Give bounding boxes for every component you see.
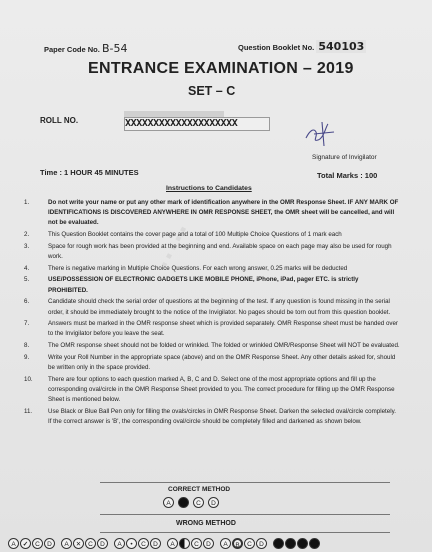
wrong-method-bubbles (8, 538, 320, 549)
bubble-a: A (163, 497, 174, 508)
bubble-b-circled: B (232, 538, 243, 549)
instruction-number: 4. (24, 264, 30, 272)
exam-set: SET – C (188, 84, 236, 98)
wrong-example-dot (114, 538, 161, 549)
divider (100, 514, 390, 515)
instruction-item (22, 319, 400, 339)
instruction-number: 3. (24, 242, 30, 250)
instruction-text: Space for rough work has been provided at the beginning and end. Available space on each page may also be used for rough work. (48, 242, 392, 261)
question-booklet-number (238, 40, 366, 53)
exam-title-text: ENTRANCE EXAMINATION (88, 60, 299, 77)
bubble-a: A (220, 538, 231, 549)
exam-title (88, 60, 354, 78)
bubble-d: D (208, 497, 219, 508)
correct-method-label: CORRECT METHOD (168, 486, 231, 493)
instruction-item (22, 230, 400, 240)
bubble-c: C (138, 538, 149, 549)
instruction-item (22, 264, 400, 274)
total-marks: Total Marks : 100 (317, 171, 378, 180)
bubble-a: A (167, 538, 178, 549)
bubble-c: C (191, 538, 202, 549)
wrong-example-circled (220, 538, 267, 549)
bubble-b-filled (285, 538, 296, 549)
bubble-d: D (44, 538, 55, 549)
bubble-c: C (193, 497, 204, 508)
bubble-b-half (179, 538, 190, 549)
wrong-example-tick (8, 538, 55, 549)
paper-code (44, 42, 127, 55)
instruction-item (22, 375, 400, 406)
paper-code-label: Paper Code No. (44, 45, 100, 54)
bubble-c: C (244, 538, 255, 549)
roll-number-box: XXXXXXXXXXXXXXXXXXXX (124, 117, 270, 131)
instruction-text: Do not write your name or put any other mark of identification anywhere in the OMR Response Sheet. IF ANY MARK OF IDENTIFICATIONS IS DISCOVERED ANYWHERE IN OMR RESPONSE SHEET, the OMR sheet will be cancelled, and will not be evaluated. (48, 199, 399, 227)
exam-year: – 2019 (302, 60, 354, 77)
signature-label: Signature of Invigilator (312, 154, 377, 161)
instruction-text: This Question Booklet contains the cover page and a total of 100 Multiple Choice Questions of 1 mark each (48, 231, 342, 239)
instruction-text: There is negative marking in Multiple Choice Questions. For each wrong answer, 0.25 marks will be deducted (48, 264, 348, 272)
instruction-item (22, 275, 400, 295)
question-booklet-label: Question Booklet No. (238, 43, 315, 52)
bubble-d: D (256, 538, 267, 549)
bubble-b-dotted: • (126, 538, 137, 549)
instruction-item (22, 198, 400, 229)
wrong-example-cross (61, 538, 108, 549)
instruction-item (22, 297, 400, 317)
bubble-d: D (150, 538, 161, 549)
instruction-text: The OMR response sheet should not be folded or wrinkled. The folded or wrinkled OMR/Response Sheet will NOT be evaluated. (48, 342, 400, 350)
exam-duration: Time : 1 HOUR 45 MINUTES (40, 168, 139, 177)
bubble-c: C (85, 538, 96, 549)
instruction-number: 2. (24, 231, 30, 239)
instruction-number: 9. (24, 353, 30, 361)
instruction-number: 10. (24, 375, 33, 383)
bubble-a: A (8, 538, 19, 549)
bubble-d-filled (309, 538, 320, 549)
bubble-a: A (114, 538, 125, 549)
instruction-item (22, 242, 400, 262)
instruction-number: 1. (24, 199, 30, 206)
instruction-text: Candidate should check the serial order of questions at the beginning of the test. If any question is found missing in the serial order, it should be immediately brought to the notice of the Invigilator. No pages should be torn out from this question booklet. (48, 298, 391, 316)
wrong-method-label: WRONG METHOD (176, 520, 236, 527)
bubble-d: D (97, 538, 108, 549)
bubble-a: A (61, 538, 72, 549)
instruction-item (22, 341, 400, 351)
question-booklet-value: 540103 (318, 40, 365, 53)
paper-code-value: B-54 (101, 42, 128, 55)
instruction-text: Use Black or Blue Ball Pen only for filling the ovals/circles in OMR Response Sheet. Darken the selected oval/circle completely. If the correct answer is 'B', the corresponding oval/circle should be completely filled and darkened as shown below. (48, 407, 396, 426)
bubble-c: C (32, 538, 43, 549)
watermark: ····· (148, 216, 201, 277)
instruction-text: Answers must be marked in the OMR response sheet which is provided separately. OMR Response sheet must be handed over to the Invigilator before you leave the seat. (48, 320, 398, 338)
instruction-item (22, 353, 400, 373)
wrong-example-multiple (273, 538, 320, 549)
instruction-number: 6. (24, 298, 30, 306)
instruction-text: Write your Roll Number in the appropriate space (above) and on the OMR Response Sheet. Any other details asked for, should be written only in the space provided. (48, 353, 396, 372)
wrong-example-partial (167, 538, 214, 549)
divider (100, 482, 390, 483)
instruction-text: USE/POSSESSION OF ELECTRONIC GADGETS LIKE MOBILE PHONE, iPhone, iPad, pager ETC. is strictly PROHIBITED. (48, 276, 359, 294)
instruction-number: 8. (24, 342, 30, 350)
instruction-item (22, 407, 400, 427)
instruction-number: 5. (24, 276, 30, 284)
instructions-title: Instructions to Candidates (166, 185, 252, 192)
bubble-c-filled (297, 538, 308, 549)
bubble-b-crossed: ✕ (73, 538, 84, 549)
correct-method-bubbles (163, 497, 219, 508)
bubble-b-filled: B (178, 497, 189, 508)
invigilator-signature-icon (300, 118, 340, 152)
instruction-number: 11. (24, 407, 33, 415)
bubble-a-filled (273, 538, 284, 549)
instruction-text: There are four options to each question marked A, B, C and D. Select one of the most appropriate options and fill up the corresponding oval/circle in the OMR Response Sheet provided to you. The correct procedure for filling up the OMR Response Sheet is mentioned below. (48, 375, 395, 404)
roll-number-label: ROLL NO. (40, 116, 79, 125)
bubble-d: D (203, 538, 214, 549)
bubble-b-ticked: ✓ (20, 538, 31, 549)
instructions-list (22, 198, 400, 429)
divider (100, 532, 390, 533)
instruction-number: 7. (24, 320, 30, 328)
